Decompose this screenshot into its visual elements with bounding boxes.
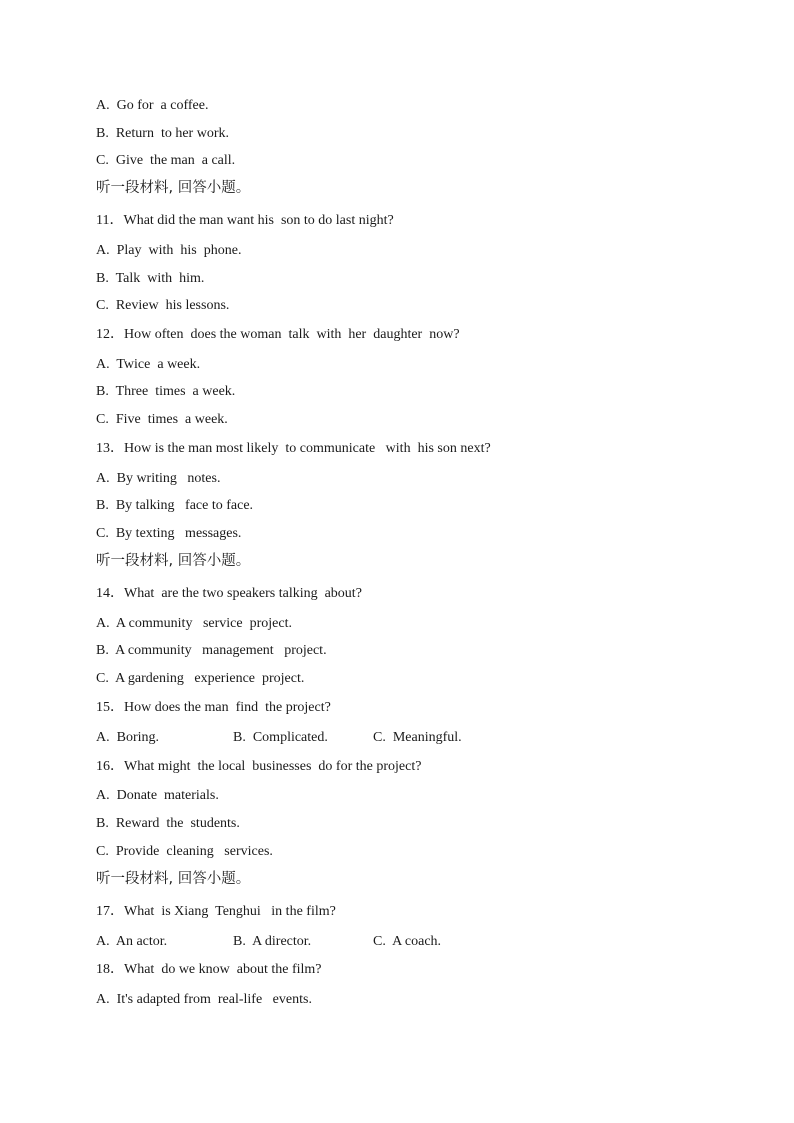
options-row: [96, 729, 696, 747]
question-14: 14．What are the two speakers talking about?: [96, 586, 362, 601]
option-line: C. Provide cleaning services.: [96, 844, 273, 859]
option-c: C. A coach.: [373, 934, 442, 949]
option-b: B. Complicated.: [233, 730, 328, 745]
option-b: B. A director.: [233, 934, 312, 949]
option-line: B. Three times a week.: [96, 384, 236, 399]
option-line: A. It's adapted from real-life events.: [96, 992, 312, 1007]
option-a: A. Boring.: [96, 730, 159, 745]
options-row: [96, 933, 696, 951]
option-line: B. Return to her work.: [96, 126, 229, 141]
question-17: 17．What is Xiang Tenghui in the film?: [96, 904, 336, 919]
option-line: B. Talk with him.: [96, 271, 205, 286]
option-line: C. Give the man a call.: [96, 153, 236, 168]
question-16: 16．What might the local businesses do for the project?: [96, 759, 422, 774]
section-instruction: 听一段材料, 回答小题。: [96, 180, 251, 196]
option-line: C. Five times a week.: [96, 412, 228, 427]
question-12: 12．How often does the woman talk with her daughter now?: [96, 327, 460, 342]
question-11: 11．What did the man want his son to do last night?: [96, 213, 394, 228]
option-line: C. A gardening experience project.: [96, 671, 305, 686]
section-instruction: 听一段材料, 回答小题。: [96, 553, 251, 569]
option-line: A. Donate materials.: [96, 788, 219, 803]
question-15: 15．How does the man find the project?: [96, 700, 331, 715]
option-line: A. By writing notes.: [96, 471, 221, 486]
option-line: A. Go for a coffee.: [96, 98, 209, 113]
option-a: A. An actor.: [96, 934, 168, 949]
section-instruction: 听一段材料, 回答小题。: [96, 871, 251, 887]
option-line: B. Reward the students.: [96, 816, 240, 831]
option-line: C. By texting messages.: [96, 526, 242, 541]
option-line: A. Twice a week.: [96, 357, 201, 372]
option-line: A. Play with his phone.: [96, 243, 242, 258]
question-18: 18．What do we know about the film?: [96, 962, 322, 977]
option-line: C. Review his lessons.: [96, 298, 230, 313]
question-13: 13．How is the man most likely to communicate with his son next?: [96, 441, 491, 456]
option-c: C. Meaningful.: [373, 730, 462, 745]
option-line: A. A community service project.: [96, 616, 292, 631]
option-line: B. By talking face to face.: [96, 498, 254, 513]
option-line: B. A community management project.: [96, 643, 327, 658]
